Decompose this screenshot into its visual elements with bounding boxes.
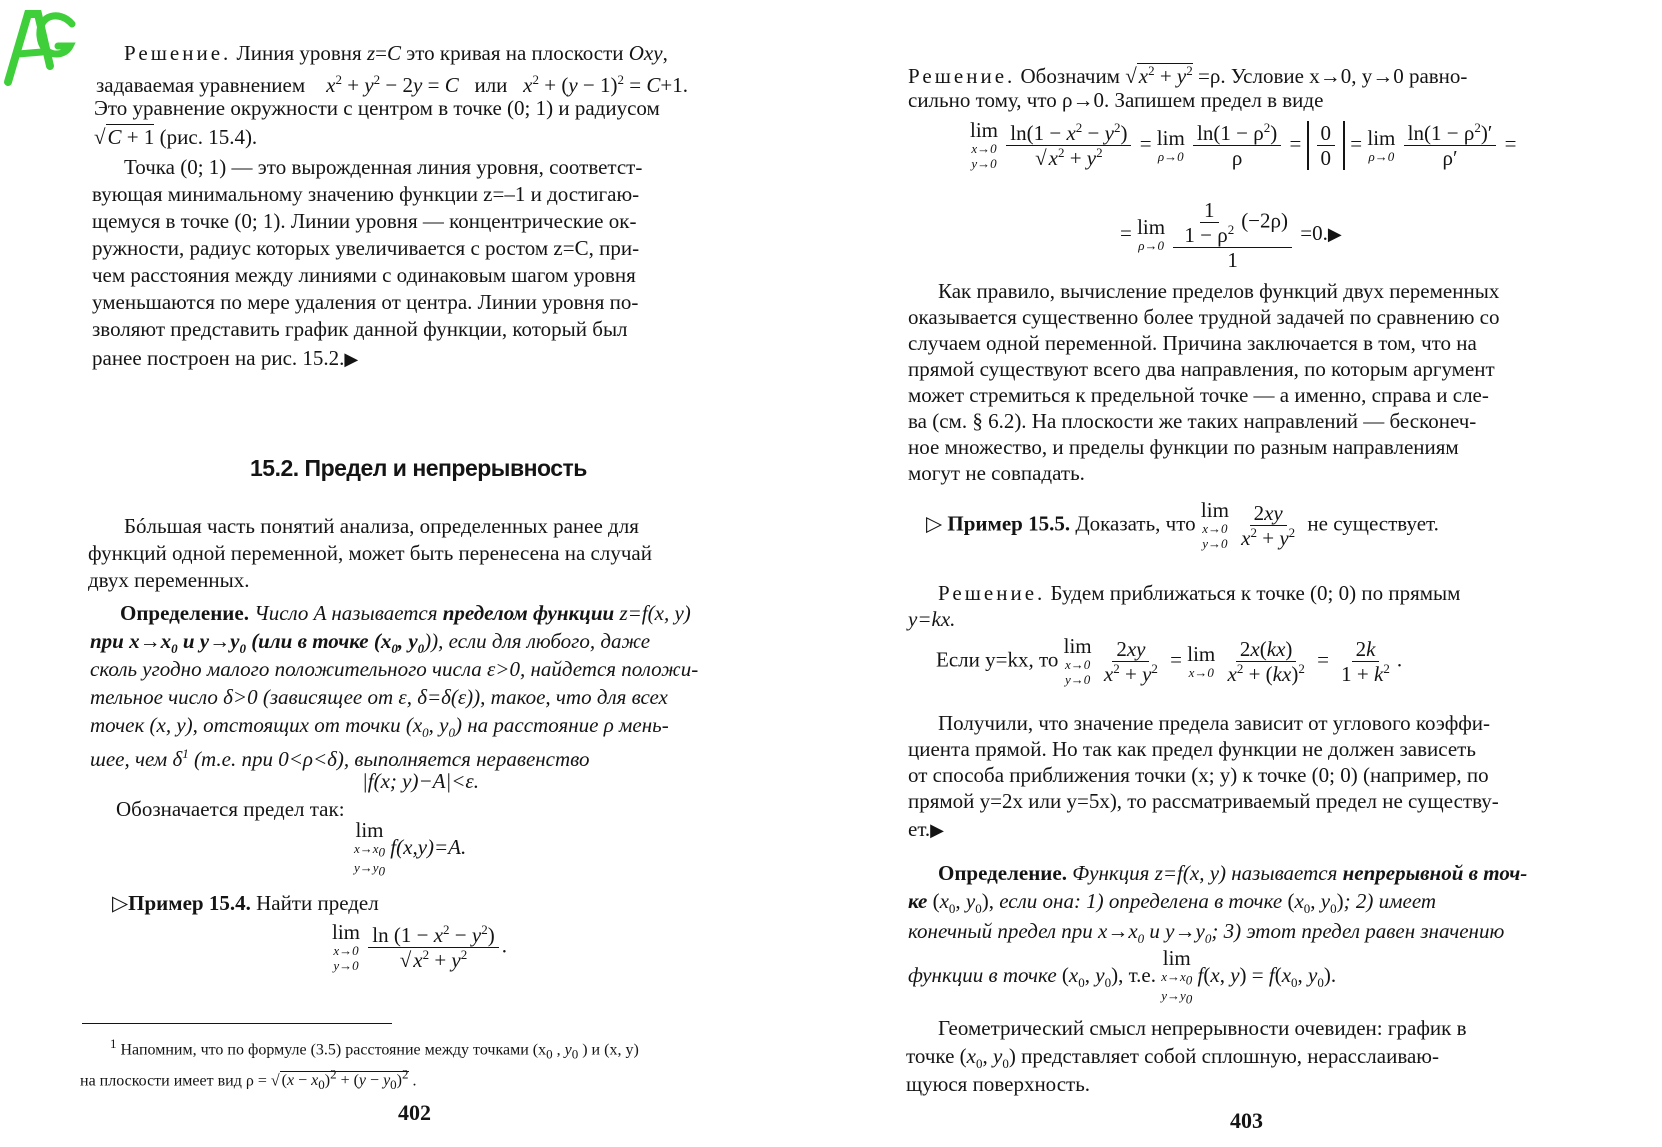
section-heading: 15.2. Предел и непрерывность — [250, 455, 587, 481]
text-line: ва (см. § 6.2). На плоскости же таких направлений — бесконеч- — [908, 409, 1477, 433]
text-line: щемуся в точке (0; 1). Линии уровня — концентрические ок- — [92, 209, 637, 233]
definition-label: Определение. — [938, 861, 1067, 885]
end-marker-icon: ▶ — [1327, 224, 1342, 245]
kx-limit-formula: Если y=kx, то lim x→0 y→0 $\frac{2xy}{x^2 + y^2}$ = lim x→0 $\frac{2x(kx)}{x^2 + (kx)^2}$ = $\frac{2k}{1 + k^2}$ . — [936, 634, 1403, 687]
definition-line-4: тельное число δ>0 (зависящее от ε, δ=δ(ε)), такое, что для всех — [90, 685, 668, 709]
ag-logo-icon — [2, 6, 76, 88]
example-15-5: ▷ Пример 15.5. Доказать, что lim x→0 y→0 $\frac{2xy}{x^2 + y^2}$ не существует. — [926, 498, 1439, 551]
text-line: могут не совпадать. — [908, 461, 1085, 485]
text-line: чем расстояния между линиями с одинаковым шагом уровня — [92, 263, 636, 287]
limit-notation-formula: lim $x\to x_0$ $y\to y_0$ f(x,y)=A. — [354, 818, 467, 879]
text-line: оказывается существенно более трудной задачей по сравнению со — [908, 305, 1500, 329]
left-page — [0, 0, 820, 1147]
inequality: |f(x; y)−A|<ε. — [362, 769, 479, 793]
definition-line-1: Определение. Функция z=f(x, y) называется непрерывной в точ- — [938, 861, 1528, 885]
definition-line-5: точек (x, y), отстоящих от точки ($x_0$, $y_0$) на расстояние ρ мень- — [90, 713, 669, 741]
footnote-divider — [82, 1023, 392, 1024]
solution-word: Решение. — [908, 64, 1016, 88]
definition-line-1: Определение. Число A называется пределом функции z=f(x, y) — [120, 601, 691, 625]
footnote-line-2: на плоскости имеет вид ρ = √ $(x - x_0)^2 + (y - y_0)^2$ . — [80, 1067, 417, 1093]
page-number-left: 402 — [398, 1100, 431, 1125]
notation-text: Обозначается предел так: — [116, 797, 345, 821]
limit-result-formula: = lim ρ→0 $\frac{1}{1 - \rho^2}$ (−2ρ) 1 =0.▶ — [1120, 198, 1342, 273]
definition-line-2: при $x\to x_0$ и $y\to y_0$ (или в точке ($x_0$, $y_0$)), если для любого, даже — [90, 629, 651, 657]
text-line: вующая минимальному значению функции z=–1 и достигаю- — [92, 182, 640, 206]
text-line: Точка (0; 1) — это вырожденная линия уровня, соответст- — [124, 155, 643, 179]
text-line: ет.▶ — [908, 817, 945, 841]
text-line: Бóльшая часть понятий анализа, определенных ранее для — [124, 514, 639, 538]
footnote-line-1: $^1$ Напомним, что по формуле (3.5) расстояние между точками ($x_0$ , $y_0$ ) и (x, y) — [110, 1036, 639, 1062]
text-line: прямой y=2x или y=5x), то рассматриваемый предел не существу- — [908, 789, 1499, 813]
limit-transform-formula: lim x→0 y→0 $\frac{\ln(1 - x^2 - y^2)}{√x^2 + y^2}$ = lim ρ→0 $\frac{\ln(1 - \rho^2)}{\rho}$ = $\frac{0}{0}$ = lim ρ→0 $\frac{\ln(1 - \rho^2)'}{\rho'}$ = — [970, 118, 1517, 171]
text-line: Получили, что значение предела зависит от углового коэффи- — [938, 711, 1491, 735]
right-page — [820, 0, 1662, 1147]
end-marker-icon: ▶ — [930, 820, 945, 840]
definition-line-2: ке ($x_0$, $y_0$), если она: 1) определена в точке ($x_0$, $y_0$); 2) имеет — [908, 889, 1437, 917]
text-line: ное множество, и пределы функции по разным направлениям — [908, 435, 1459, 459]
example-15-4-formula: lim x→0 y→0 $\frac{\ln (1 - x^2 - y^2)}{√x^2 + y^2}$ . — [332, 920, 507, 973]
definition-line-4: функции в точке ($x_0$, $y_0$), т.е. lim $x\to x_0$ $y\to y_0$ f(x, $y) = f(x_0$, $y_0$). — [908, 946, 1337, 1007]
text-line: циента прямой. Но так как предел функции не должен зависеть — [908, 737, 1476, 761]
text-line: щуюся поверхность. — [906, 1072, 1091, 1096]
definition-line-3: сколь угодно малого положительного числа ε>0, найдется положи- — [90, 657, 699, 681]
solution-line: Решение. Будем приближаться к точке (0; 0) по прямым — [938, 581, 1461, 605]
solution-line-3: Это уравнение окружности с центром в точке (0; 1) и радиусом — [94, 96, 660, 120]
text-line: от способа приближения точки (x; y) к точке (0; 0) (например, по — [908, 763, 1489, 787]
definition-label: Определение. — [120, 601, 249, 625]
solution-word: Решение. — [938, 581, 1046, 605]
text-line: точке ($x_0$, $y_0$) представляет собой сплошную, нерасслаиваю- — [906, 1044, 1439, 1072]
example-label: ▷Пример 15.4. — [112, 891, 251, 915]
example-label: ▷ Пример 15.5. — [926, 511, 1071, 536]
example-15-4: ▷Пример 15.4. Найти предел — [112, 891, 379, 915]
text-line: уменьшаются по мере удаления от центра. Линии уровня по- — [92, 290, 639, 314]
solution-line-4: √C + 1 (рис. 15.4). — [94, 125, 258, 149]
text-line: случаем одной переменной. Причина заключается в том, что на — [908, 331, 1477, 355]
text-line: Геометрический смысл непрерывности очевиден: график в — [938, 1016, 1467, 1040]
text-line: ранее построен на рис. 15.2.▶ — [92, 346, 359, 370]
text-line: Как правило, вычисление пределов функций двух переменных — [938, 279, 1500, 303]
solution-word: Решение. — [124, 41, 232, 65]
text-line: функций одной переменной, может быть перенесена на случай — [88, 541, 652, 565]
solution-line-1: Решение. Обозначим $√x^2 + y^2 =\rho$. Условие x→0, y→0 равно- — [908, 63, 1468, 88]
end-marker-icon: ▶ — [344, 349, 359, 369]
text-line: зволяют представить график данной функции, который был — [92, 317, 628, 341]
text-line: прямой существуют всего два направления, по которым аргумент — [908, 357, 1495, 381]
text-line: может стремиться к предельной точке — а именно, справа и сле- — [908, 383, 1489, 407]
text-line: y=kx. — [908, 607, 956, 631]
text-line: двух переменных. — [88, 568, 250, 592]
page-number-right: 403 — [1230, 1108, 1263, 1133]
solution-line-2: задаваемая уравнением $x^2 + y^2 - 2y = C$ или $x^2 + (y - 1)^2 = C+1$. — [96, 72, 688, 97]
definition-line-3: конечный предел при $x\to x_0$ и $y\to y_0$; 3) этот предел равен значению — [908, 919, 1505, 947]
definition-line-6: шее, чем $\delta^1$ (т.е. при 0<ρ<δ), выполняется неравенство — [90, 746, 590, 771]
text-line: сильно тому, что ρ→0. Запишем предел в виде — [908, 88, 1324, 112]
solution-line-1: Решение. Линия уровня z=C это кривая на плоскости Oxy, — [124, 41, 668, 65]
text-line: ружности, радиус которых увеличивается с ростом z=C, при- — [92, 236, 640, 260]
